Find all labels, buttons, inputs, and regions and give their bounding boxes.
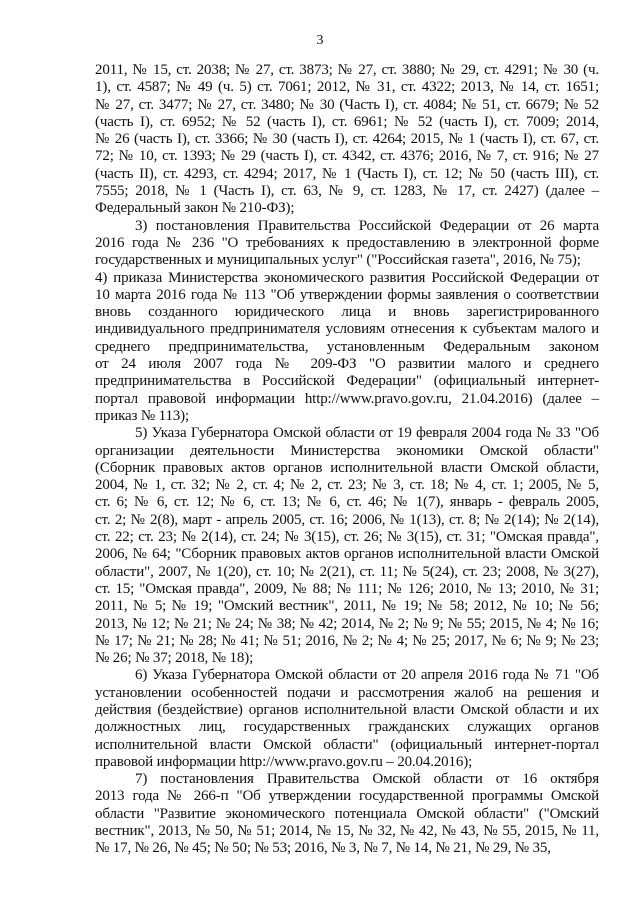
text-line: № 17; № 21; № 28; № 41; № 51; 2016, № 2; № 4; № 25; 2017, № 6; № 9; № 23; — [95, 632, 599, 649]
paragraph — [95, 218, 599, 270]
text-line: 2011, № 5; № 19; "Омский вестник", 2011, № 19; № 58; 2012, № 10; № 56; — [95, 598, 599, 615]
text-line: (часть I), ст. 6952; № 52 (часть I), ст. 6961; № 52 (часть I), ст. 7009; 2014, — [95, 113, 599, 130]
text-line: области "Развитие экономического потенциала Омской области" ("Омский — [95, 805, 599, 822]
paragraph — [95, 771, 599, 857]
document-body — [95, 62, 599, 858]
text-line: 72; № 10, ст. 1393; № 29 (часть I), ст. 4342, ст. 4376; 2016, № 7, ст. 916; № 27 — [95, 148, 599, 165]
text-line: 7555; 2018, № 1 (Часть I), ст. 63, № 9, ст. 1283, № 17, ст. 2427) (далее – — [95, 183, 599, 200]
text-line: вестник", 2013, № 50, № 51; 2014, № 15, № 32, № 42, № 43, № 55, 2015, № 11, — [95, 823, 599, 840]
text-line: ст. 2; № 2(8), март - апрель 2005, ст. 16; 2006, № 1(13), ст. 8; № 2(14); № 2(14), — [95, 511, 599, 528]
text-line: установлении особенностей подачи и рассмотрения жалоб на решения и — [95, 684, 599, 701]
text-line: 4) приказа Министерства экономического развития Российской Федерации от — [95, 269, 599, 286]
text-line: должностных лиц, государственных гражданских служащих органов — [95, 719, 599, 736]
text-line: от 24 июля 2007 года № 209-ФЗ "О развитии малого и среднего — [95, 356, 599, 373]
text-line: области", 2007, № 1(20), ст. 10; № 2(21), ст. 11; № 5(24), ст. 23; 2008, № 3(27), — [95, 563, 599, 580]
text-line: ст. 22; ст. 23; № 2(14), ст. 24; № 3(15), ст. 26; № 3(15), ст. 31; "Омская правда", — [95, 529, 599, 546]
text-line: 3) постановления Правительства Российской Федерации от 26 марта — [135, 217, 599, 234]
text-line: 6) Указа Губернатора Омской области от 20 апреля 2016 года № 71 "Об — [135, 667, 599, 684]
text-line: 2013, № 12; № 21; № 24; № 38; № 42; 2014, № 2; № 9; № 55; 2015, № 4; № 16; — [95, 615, 599, 632]
text-line: портал правовой информации http://www.pravo.gov.ru, 21.04.2016) (далее – — [95, 390, 599, 407]
text-line: 5) Указа Губернатора Омской области от 19 февраля 2004 года № 33 "Об — [135, 425, 599, 442]
text-line: Федеральный закон № 210-ФЗ); — [95, 200, 295, 217]
paragraph — [95, 270, 599, 426]
text-line: 1), ст. 4587; № 49 (ч. 5) ст. 7061; 2012, № 31, ст. 4322; 2013, № 14, ст. 1651; — [95, 79, 599, 96]
text-line: индивидуального предпринимателя условиям отнесения к субъектам малого и — [95, 321, 599, 338]
text-line: 2006, № 64; "Сборник правовых актов органов исполнительной власти Омской — [95, 546, 599, 563]
text-line: приказ № 113); — [95, 407, 190, 424]
text-line: вновь созданного юридического лица и вновь зарегистрированного — [95, 304, 599, 321]
paragraph — [95, 425, 599, 667]
text-line: № 26; № 37; 2018, № 18); — [95, 650, 254, 667]
text-line: ст. 15; "Омская правда", 2009, № 88; № 111; № 126; 2010, № 13; 2010, № 31; — [95, 580, 599, 597]
text-line: правовой информации http://www.pravo.gov.ru – 20.04.2016); — [95, 753, 473, 770]
text-line: № 26 (часть I), ст. 3366; № 30 (часть I), ст. 4264; 2015, № 1 (часть I), ст. 67, ст. — [95, 131, 599, 148]
text-line: ст. 6; № 6, ст. 12; № 6, ст. 13; № 6, ст. 46; № 1(7), январь - февраль 2005, — [95, 494, 599, 511]
page-number: 3 — [316, 33, 324, 48]
text-line: № 17, № 26, № 45; № 50; № 53; 2016, № 3, № 7, № 14, № 21, № 29, № 35, — [95, 840, 551, 857]
paragraph — [95, 62, 599, 218]
text-line: (часть II), ст. 4293, ст. 4294; 2017, № 1 (Часть I), ст. 12; № 50 (часть III), ст. — [95, 165, 599, 182]
text-line: 2004, № 1, ст. 32; № 2, ст. 4; № 2, ст. 23; № 3, ст. 18; № 4, ст. 1; 2005, № 5, — [95, 477, 599, 494]
text-line: № 27, ст. 3477; № 27, ст. 3480; № 30 (Часть I), ст. 4084; № 51, ст. 6679; № 52 — [95, 96, 599, 113]
text-line: исполнительной власти Омской области" (официальный интернет-портал — [95, 736, 599, 753]
text-line: 2011, № 15, ст. 2038; № 27, ст. 3873; № 27, ст. 3880; № 29, ст. 4291; № 30 (ч. — [95, 62, 599, 78]
paragraph — [95, 667, 599, 771]
text-line: организации деятельности Министерства экономики Омской области" — [95, 442, 599, 459]
text-line: 7) постановления Правительства Омской области от 16 октября — [135, 771, 599, 788]
text-line: действия (бездействие) органов исполнительной власти Омской области и их — [95, 701, 599, 718]
text-line: предпринимательства в Российской Федерации" (официальный интернет- — [95, 373, 599, 390]
text-line: (Сборник правовых актов органов исполнительной власти Омской области, — [95, 459, 599, 476]
text-line: 2016 года № 236 "О требованиях к предоставлению в электронной форме — [95, 234, 599, 251]
text-line: 2013 года № 266-п "Об утверждении государственной программы Омской — [95, 788, 599, 805]
text-line: среднего предпринимательства, установленным Федеральным законом — [95, 338, 599, 355]
text-line: 10 марта 2016 года № 113 "Об утверждении формы заявления о соответствии — [95, 286, 599, 303]
text-line: государственных и муниципальных услуг" ("Российская газета", 2016, № 75); — [95, 252, 581, 269]
